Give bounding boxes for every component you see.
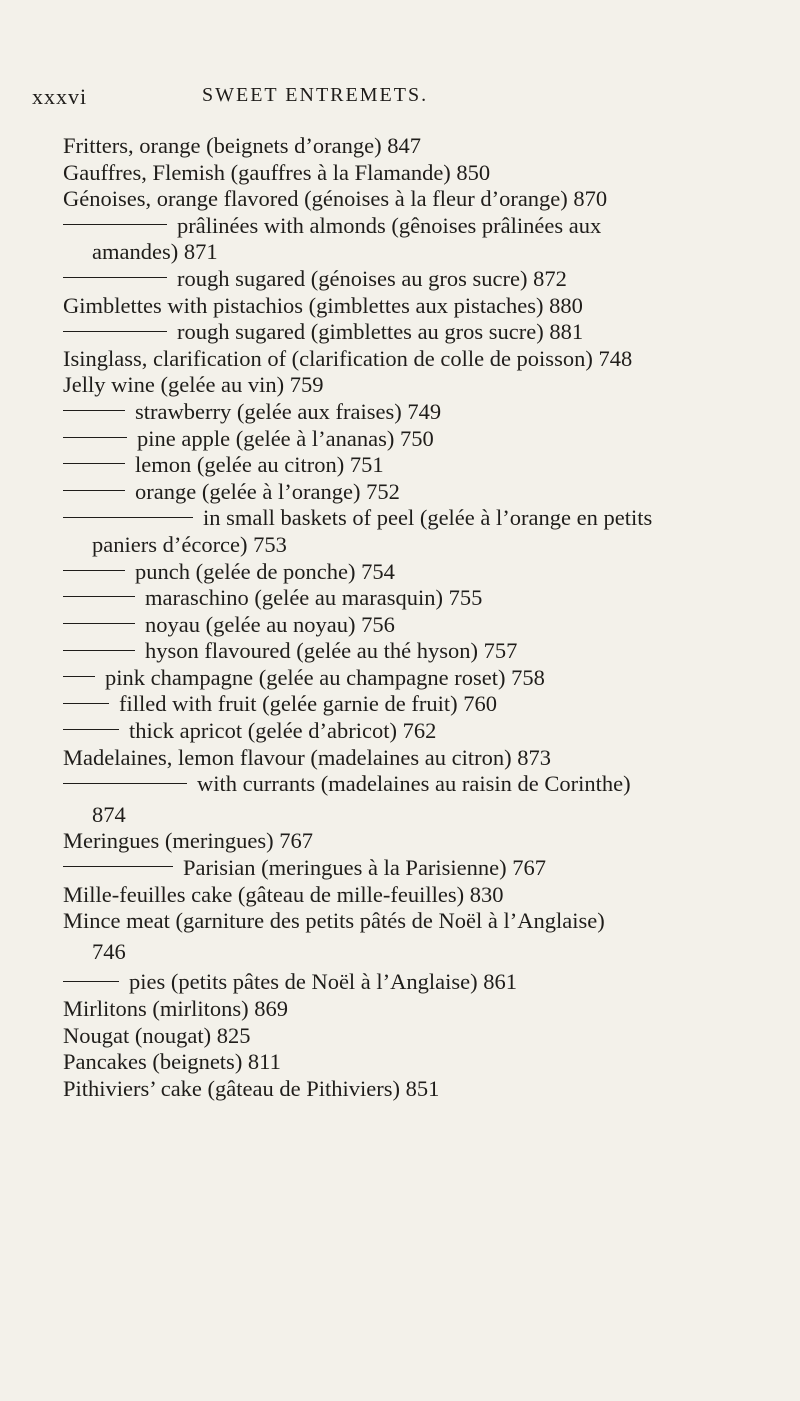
ditto-dash — [63, 676, 95, 677]
index-subentry — [0, 638, 800, 665]
ditto-dash — [63, 490, 125, 491]
index-entry — [0, 882, 800, 909]
entry-text: Meringues (meringues) 767 — [63, 828, 313, 854]
entry-text: strawberry (gelée aux fraises) 749 — [135, 398, 442, 424]
index-subentry — [0, 585, 800, 612]
entry-text: Gimblettes with pistachios (gimblettes aux pistaches) 880 — [63, 292, 583, 318]
index-subentry — [0, 969, 800, 996]
entry-text: maraschino (gelée au marasquin) 755 — [145, 585, 483, 611]
ditto-dash — [63, 783, 187, 784]
entry-text: pies (petits pâtes de Noël à l’Anglaise) 861 — [129, 969, 518, 995]
index-subentry — [0, 559, 800, 586]
entry-text: Parisian (meringues à la Parisienne) 767 — [183, 855, 547, 881]
ditto-dash — [63, 866, 173, 867]
entry-text: rough sugared (génoises au gros sucre) 872 — [177, 265, 567, 291]
entry-text: Isinglass, clarification of (clarification de colle de poisson) 748 — [63, 345, 633, 371]
index-subentry — [0, 691, 800, 718]
page-number: xxxvi — [32, 84, 88, 109]
index-entry — [0, 745, 800, 772]
index-entry — [0, 996, 800, 1023]
entry-text: paniers d’écorce) 753 — [92, 531, 287, 557]
index-entry-continuation — [0, 939, 800, 966]
ditto-dash — [63, 729, 119, 730]
index-subentry — [0, 505, 800, 532]
entry-text: Nougat (nougat) 825 — [63, 1022, 251, 1048]
index-subentry — [0, 452, 800, 479]
entry-text: Pancakes (beignets) 811 — [63, 1049, 281, 1075]
entry-text: with currants (madelaines au raisin de Corinthe) — [197, 771, 631, 797]
index-entry — [0, 828, 800, 855]
index-subentry — [0, 426, 800, 453]
entry-text: noyau (gelée au noyau) 756 — [145, 611, 395, 637]
index-subentry — [0, 213, 800, 240]
ditto-dash — [63, 224, 167, 225]
entry-text: pine apple (gelée à l’ananas) 750 — [137, 425, 434, 451]
entry-text: rough sugared (gimblettes au gros sucre) 881 — [177, 319, 584, 345]
entry-text: pink champagne (gelée au champagne roset) 758 — [105, 664, 545, 690]
entry-text: Mille-feuilles cake (gâteau de mille-feuilles) 830 — [63, 881, 504, 907]
index-entry — [0, 160, 800, 187]
index-subentry — [0, 612, 800, 639]
entry-text: lemon (gelée au citron) 751 — [135, 452, 384, 478]
index-entry — [0, 1049, 800, 1076]
index-entry — [0, 186, 800, 213]
index-subentry — [0, 771, 800, 798]
entry-text: orange (gelée à l’orange) 752 — [135, 478, 400, 504]
index-entry-continuation — [0, 239, 800, 266]
entry-text: punch (gelée de ponche) 754 — [135, 558, 395, 584]
index-entry — [0, 1023, 800, 1050]
entry-text: thick apricot (gelée d’abricot) 762 — [129, 718, 437, 744]
entry-text: 874 — [92, 801, 126, 827]
ditto-dash — [63, 463, 125, 464]
page-header — [32, 84, 552, 114]
index-entry — [0, 293, 800, 320]
index-subentry — [0, 718, 800, 745]
ditto-dash — [63, 703, 109, 704]
entry-text: Mince meat (garniture des petits pâtés de Noël à l’Anglaise) — [63, 908, 605, 934]
ditto-dash — [63, 623, 135, 624]
index-subentry — [0, 399, 800, 426]
index-entry-continuation — [0, 532, 800, 559]
ditto-dash — [63, 410, 125, 411]
index-entry — [0, 346, 800, 373]
entry-text: Pithiviers’ cake (gâteau de Pithiviers) 851 — [63, 1075, 440, 1101]
ditto-dash — [63, 437, 127, 438]
index-subentry — [0, 855, 800, 882]
ditto-dash — [63, 517, 193, 518]
ditto-dash — [63, 596, 135, 597]
entry-text: Madelaines, lemon flavour (madelaines au citron) 873 — [63, 744, 551, 770]
entry-text: Gauffres, Flemish (gauffres à la Flamande) 850 — [63, 159, 491, 185]
index-entry — [0, 908, 800, 935]
index-subentry — [0, 665, 800, 692]
index-entry-continuation — [0, 802, 800, 829]
index-subentry — [0, 479, 800, 506]
index-subentry — [0, 266, 800, 293]
entry-text: filled with fruit (gelée garnie de fruit) 760 — [119, 691, 497, 717]
index-entry — [0, 372, 800, 399]
index-entry — [0, 133, 800, 160]
entry-text: prâlinées with almonds (gênoises prâlinées aux — [177, 212, 602, 238]
ditto-dash — [63, 570, 125, 571]
entry-text: hyson flavoured (gelée au thé hyson) 757 — [145, 638, 518, 664]
entry-text: Génoises, orange flavored (génoises à la fleur d’orange) 870 — [63, 186, 608, 212]
index-subentry — [0, 319, 800, 346]
running-title: SWEET ENTREMETS. — [202, 84, 429, 106]
entry-text: Mirlitons (mirlitons) 869 — [63, 996, 288, 1021]
ditto-dash — [63, 277, 167, 278]
ditto-dash — [63, 650, 135, 651]
index-entry — [0, 1076, 800, 1103]
index-list — [0, 133, 800, 1102]
entry-text: Fritters, orange (beignets d’orange) 847 — [63, 133, 422, 158]
entry-text: in small baskets of peel (gelée à l’orange en petits — [203, 505, 653, 531]
entry-text: Jelly wine (gelée au vin) 759 — [63, 372, 324, 398]
ditto-dash — [63, 981, 119, 982]
ditto-dash — [63, 331, 167, 332]
entry-text: 746 — [92, 938, 126, 964]
entry-text: amandes) 871 — [92, 239, 218, 265]
